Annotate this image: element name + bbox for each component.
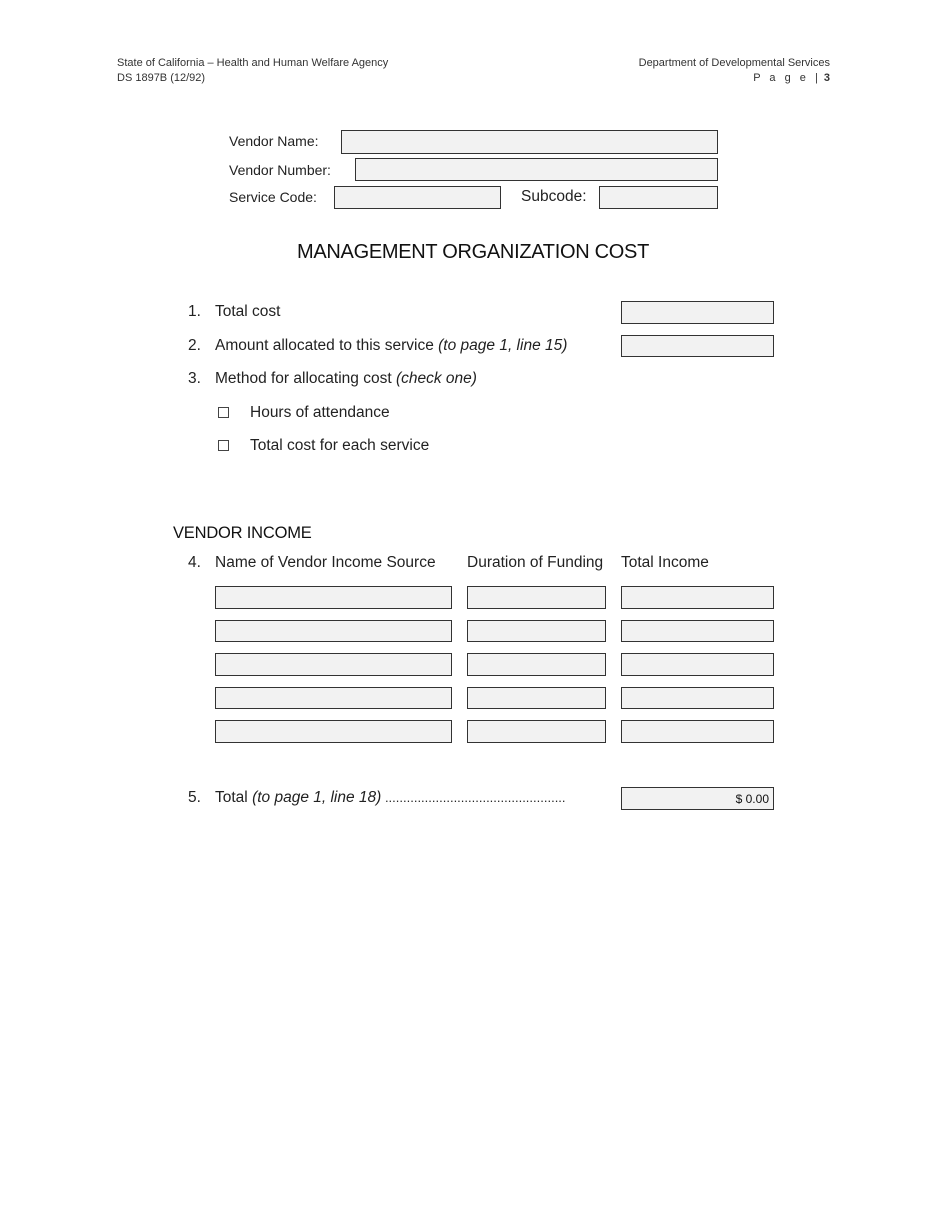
agency-name: State of California – Health and Human Welfare Agency (117, 57, 389, 69)
income-total-note: (to page 1, line 18) (252, 789, 382, 806)
hours-attendance-checkbox[interactable] (218, 407, 229, 418)
income-source-field[interactable] (215, 620, 452, 642)
page-number: 3 (823, 72, 830, 84)
income-source-field[interactable] (215, 653, 452, 676)
page-header-left (117, 56, 388, 86)
income-source-header: Name of Vendor Income Source (215, 554, 436, 571)
funding-duration-field[interactable] (467, 653, 606, 676)
total-income-field[interactable] (621, 620, 774, 642)
management-title: MANAGEMENT ORGANIZATION COST (297, 241, 649, 263)
item-4-number: 4. (188, 554, 201, 571)
total-income-header: Total Income (621, 554, 709, 571)
total-income-field[interactable] (621, 586, 774, 609)
service-code-label: Service Code: (229, 189, 317, 205)
funding-duration-field[interactable] (467, 687, 606, 709)
amount-allocated-text: Amount allocated to this service (215, 337, 439, 354)
vendor-name-field[interactable] (341, 130, 718, 154)
vendor-number-label: Vendor Number: (229, 162, 331, 178)
total-cost-field[interactable] (621, 301, 774, 324)
allocation-method-text: Method for allocating cost (215, 370, 396, 387)
total-income-field[interactable] (621, 720, 774, 743)
total-income-field[interactable] (621, 653, 774, 676)
vendor-name-label: Vendor Name: (229, 133, 319, 149)
vendor-income-title: VENDOR INCOME (173, 524, 312, 542)
total-cost-each-service-label: Total cost for each service (250, 437, 430, 454)
allocation-method-label (215, 370, 477, 388)
item-3-number: 3. (188, 370, 201, 387)
amount-allocated-note: (to page 1, line 15) (438, 337, 568, 354)
dot-leader: .................................................. (381, 790, 566, 805)
total-cost-label: Total cost (215, 303, 281, 320)
allocation-method-note: (check one) (395, 370, 477, 387)
item-5-number: 5. (188, 789, 201, 806)
department-name: Department of Developmental Services (638, 57, 830, 69)
income-source-field[interactable] (215, 720, 452, 743)
income-total-text: Total (215, 789, 253, 806)
subcode-label: Subcode: (521, 188, 587, 205)
funding-duration-field[interactable] (467, 620, 606, 642)
subcode-field[interactable] (599, 186, 718, 209)
income-source-field[interactable] (215, 586, 452, 609)
item-1-number: 1. (188, 303, 201, 320)
hours-attendance-label: Hours of attendance (250, 404, 390, 421)
page-header-right (639, 56, 830, 86)
income-source-field[interactable] (215, 687, 452, 709)
funding-duration-header: Duration of Funding (467, 554, 604, 571)
total-income-field[interactable] (621, 687, 774, 709)
amount-allocated-label (215, 337, 567, 355)
amount-allocated-field[interactable] (621, 335, 774, 357)
vendor-number-field[interactable] (355, 158, 718, 181)
income-total-label (215, 789, 607, 807)
page-label: P a g e | (753, 72, 821, 84)
total-cost-each-service-checkbox[interactable] (218, 440, 229, 451)
income-total-field[interactable] (621, 787, 774, 810)
service-code-field[interactable] (334, 186, 501, 209)
item-2-number: 2. (188, 337, 201, 354)
funding-duration-field[interactable] (467, 720, 606, 743)
form-id: DS 1897B (12/92) (117, 72, 206, 84)
funding-duration-field[interactable] (467, 586, 606, 609)
page-indicator (639, 71, 830, 86)
